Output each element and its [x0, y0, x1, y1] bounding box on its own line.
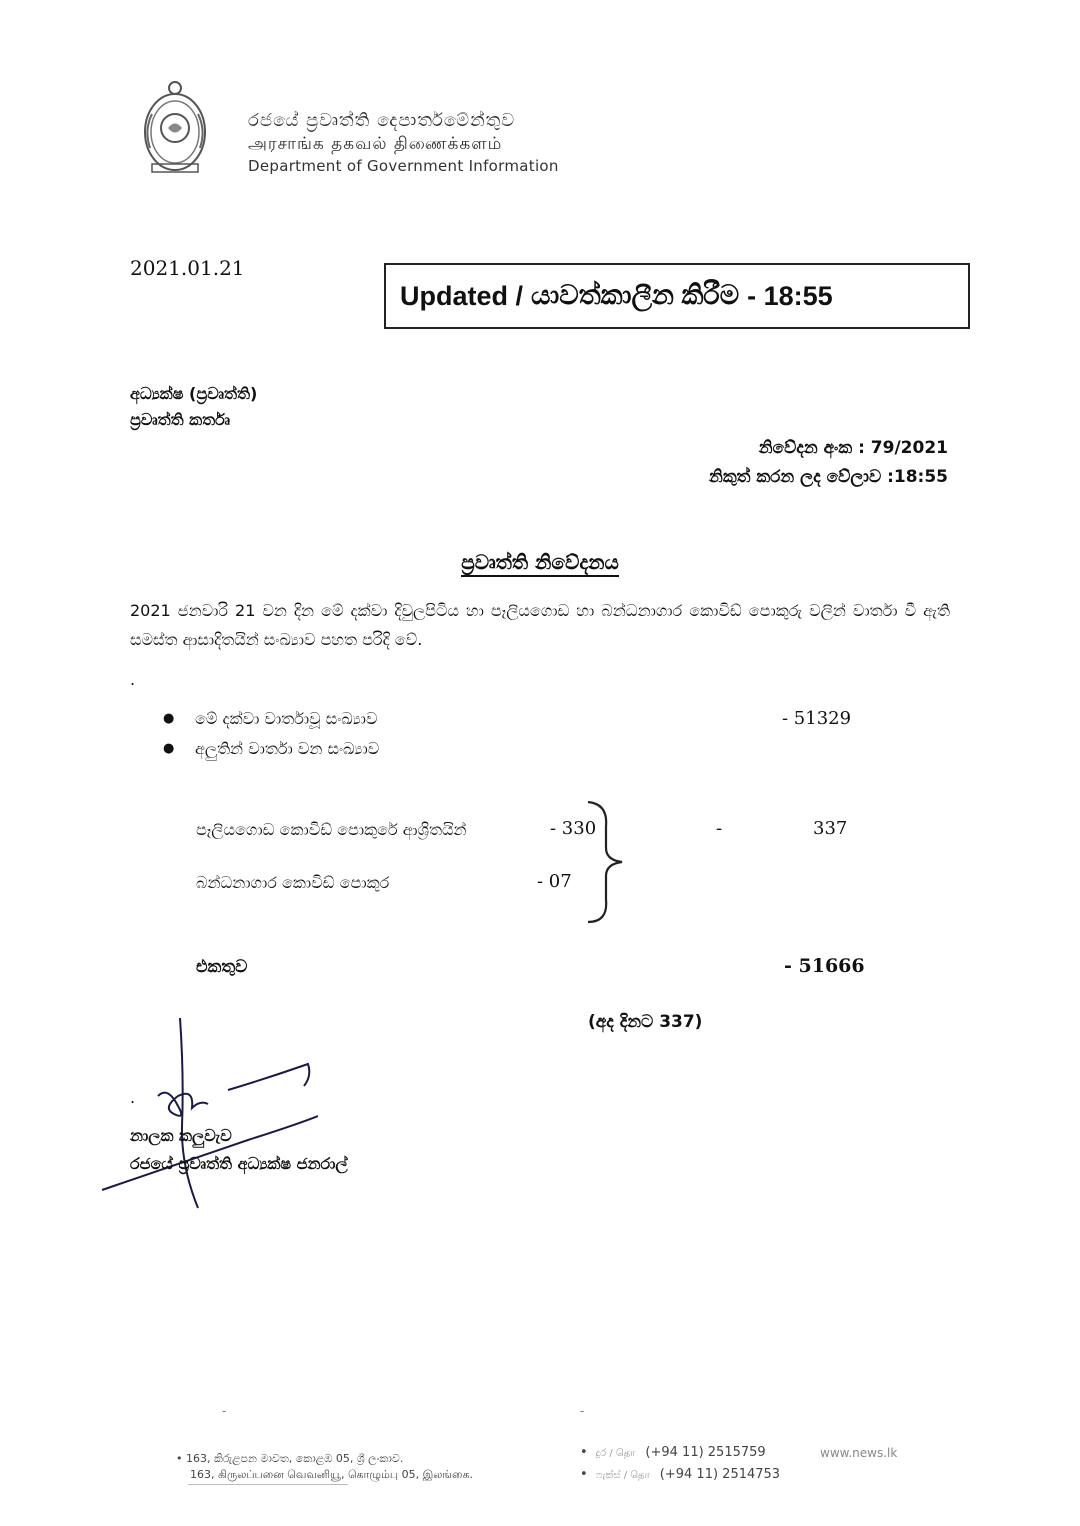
today-note: (අද දිනට 337) — [588, 1012, 703, 1032]
footer-bullet: • — [580, 1467, 588, 1482]
combined-value: 337 — [813, 818, 848, 839]
update-label-sinhala: යාවත්කාලීන කිරීම — [531, 280, 740, 310]
footer-address-text: 163, කිරුළපන මාවත, කොළඹ 05, ශ්‍රී ලංකාව. — [186, 1452, 404, 1465]
issued-time: නිකුත් කරන ලද වේලාව :18:55 — [709, 467, 948, 487]
document-heading-text: ප්‍රවෘත්ති නිවේදනය — [461, 550, 619, 577]
footer-divider — [188, 1484, 348, 1485]
fax-label: ෆැක්ස් / தொ — [595, 1470, 650, 1481]
document-date: 2021.01.21 — [130, 256, 245, 280]
signer-name: නාලක කලුවැව — [130, 1126, 232, 1145]
cluster-value: - 330 — [550, 818, 597, 839]
total-label: එකතුව — [196, 957, 248, 977]
signature-dot: . — [130, 1088, 136, 1107]
footer-website: www.news.lk — [820, 1446, 898, 1460]
notice-number: නිවේදන අංක : 79/2021 — [758, 438, 948, 458]
footer-address-line-2: 163, கிருலப்பனை வெவனியூ, கொழும்பு 05, இலங்கை. — [190, 1468, 473, 1481]
signer-title: රජයේ ප්‍රවෘත්ති අධ්‍යක්ෂ ජනරාල් — [130, 1154, 348, 1173]
footer-bullet: • — [580, 1445, 588, 1460]
body-paragraph: 2021 ජනවාරි 21 වන දින මේ දක්වා දිවුලපිටිය හා පෑලියගොඩ හා බන්ධනාගාර කොවිඩ් පොකුරු වලින් වාර්තා වී ඇති සමස්ත ආසාදිතයින් සංඛ්‍යාව පහත පරිදි වේ. — [130, 601, 950, 649]
sri-lanka-emblem-icon — [140, 78, 210, 176]
recipient-line-1: අධ්‍යක්ෂ (ප්‍රවෘත්ති) — [130, 384, 258, 403]
footer-bullet: • — [176, 1452, 183, 1465]
recipient-line-2: ප්‍රවෘත්ති කර්තෘ — [130, 410, 231, 429]
reported-count-value: - 51329 — [782, 708, 852, 729]
update-label: Updated / — [400, 280, 524, 311]
cluster-value: - 07 — [537, 871, 572, 892]
phone-label: දුර / தொ — [595, 1448, 636, 1459]
dot-mark: . — [130, 670, 136, 689]
cluster-label: බන්ධනාගාර කොවිඩ් පොකුර — [196, 873, 390, 892]
fax-number: (+94 11) 2514753 — [659, 1467, 781, 1482]
footer-tick: - — [222, 1404, 227, 1418]
bullet-label: මේ දක්වා වාර්තාවූ සංඛ්‍යාව — [195, 709, 378, 728]
dept-name-tamil: அரசாங்க தகவல் திணைக்களம் — [248, 134, 503, 154]
total-value: - 51666 — [784, 955, 865, 977]
list-item — [165, 709, 377, 729]
document-heading — [0, 550, 1080, 574]
dept-name-sinhala: රජයේ ප්‍රවෘත්ති දෙපාර්තමේන්තුව — [248, 110, 516, 131]
footer-phone — [580, 1445, 766, 1460]
combined-dash: - — [716, 818, 723, 839]
footer-tick: - — [580, 1404, 585, 1418]
signature-icon — [98, 1016, 318, 1210]
footer-fax — [580, 1467, 780, 1482]
bullet-label: අලුතින් වාර්තා වන සංඛ්‍යාව — [195, 739, 380, 758]
cluster-label: පෑලියගොඩ කොවිඩ් පොකුරේ ආශ්‍රිතයින් — [196, 820, 467, 839]
update-box — [384, 263, 970, 329]
dept-name-english: Department of Government Information — [248, 157, 559, 175]
footer-address-line-1 — [176, 1452, 403, 1466]
phone-number: (+94 11) 2515759 — [645, 1445, 766, 1460]
update-time: - 18:55 — [747, 280, 833, 311]
list-item — [165, 739, 379, 759]
curly-brace-icon — [582, 796, 632, 928]
